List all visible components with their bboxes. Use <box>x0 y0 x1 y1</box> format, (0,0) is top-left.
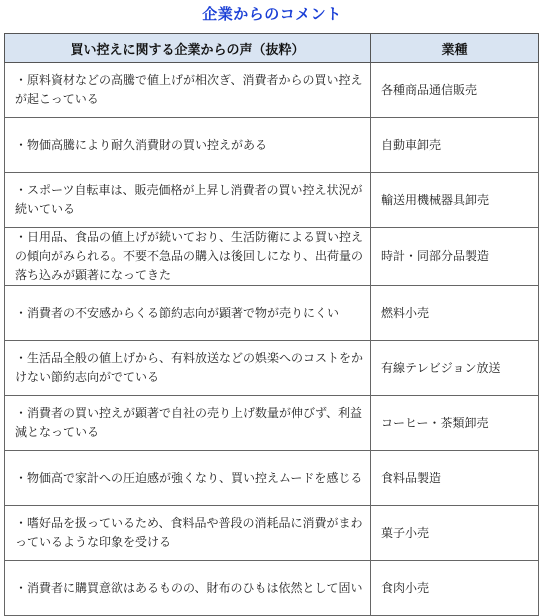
table-row <box>5 173 539 228</box>
comment-cell: ・日用品、食品の値上げが続いており、生活防衛による買い控えの傾向がみられる。不要不急品の購入は後回しになり、出荷量の落ち込みが顕著になってきた <box>5 228 371 286</box>
industry-cell: 食料品製造 <box>371 451 539 506</box>
table-row <box>5 561 539 616</box>
header-industry: 業種 <box>371 34 539 63</box>
comment-cell: ・物価高騰により耐久消費財の買い控えがある <box>5 118 371 173</box>
comment-cell: ・消費者の買い控えが顕著で自社の売り上げ数量が伸びず、利益減となっている <box>5 396 371 451</box>
table-row <box>5 118 539 173</box>
table-row <box>5 506 539 561</box>
table-header-row <box>5 34 539 63</box>
page-title: 企業からのコメント <box>202 5 342 23</box>
industry-cell: 各種商品通信販売 <box>371 63 539 118</box>
comment-cell: ・嗜好品を扱っているため、食料品や普段の消耗品に消費がまわっているような印象を受ける <box>5 506 371 561</box>
comment-cell: ・消費者に購買意欲はあるものの、財布のひもは依然として固い <box>5 561 371 616</box>
industry-cell: 時計・同部分品製造 <box>371 228 539 286</box>
table-row <box>5 228 539 286</box>
comment-cell: ・消費者の不安感からくる節約志向が顕著で物が売りにくい <box>5 286 371 341</box>
industry-cell: 自動車卸売 <box>371 118 539 173</box>
comment-cell: ・物価高で家計への圧迫感が強くなり、買い控えムードを感じる <box>5 451 371 506</box>
industry-cell: 菓子小売 <box>371 506 539 561</box>
industry-cell: 有線テレビジョン放送 <box>371 341 539 396</box>
table-row <box>5 341 539 396</box>
table-row <box>5 396 539 451</box>
table-row <box>5 63 539 118</box>
industry-cell: 燃料小売 <box>371 286 539 341</box>
comment-cell: ・原料資材などの高騰で値上げが相次ぎ、消費者からの買い控えが起こっている <box>5 63 371 118</box>
industry-cell: 食肉小売 <box>371 561 539 616</box>
comments-table <box>4 33 539 616</box>
comment-cell: ・スポーツ自転車は、販売価格が上昇し消費者の買い控え状況が続いている <box>5 173 371 228</box>
industry-cell: 輸送用機械器具卸売 <box>371 173 539 228</box>
comment-cell: ・生活品全般の値上げから、有料放送などの娯楽へのコストをかけない節約志向がでている <box>5 341 371 396</box>
table-row <box>5 451 539 506</box>
table-row <box>5 286 539 341</box>
header-comment: 買い控えに関する企業からの声（抜粋） <box>5 34 371 63</box>
industry-cell: コーヒー・茶類卸売 <box>371 396 539 451</box>
